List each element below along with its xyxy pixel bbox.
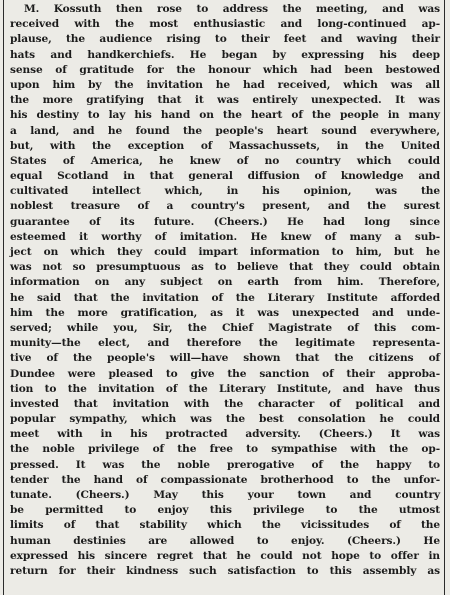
- article-line: information on any subject on earth from him. Therefore,: [10, 276, 440, 289]
- article-line: tender the hand of compassionate brotherhood to the unfor-: [10, 473, 440, 486]
- article-line: received with the most enthusiastic and long-continued ap-: [10, 18, 440, 31]
- article-line: invested that invitation with the character of political and: [10, 397, 440, 410]
- article-line: tive of the people's will—have shown that the citizens of: [10, 352, 440, 365]
- article-line: he said that the invitation of the Literary Institute afforded: [10, 291, 440, 304]
- article-line: him the more gratification, as it was unexpected and unde-: [10, 306, 440, 319]
- article-line: expressed his sincere regret that he could not hope to offer in: [10, 549, 440, 562]
- article-line: the more gratifying that it was entirely unexpected. It was: [10, 94, 440, 107]
- article-line: ject on which they could impart information to him, but he: [10, 246, 440, 258]
- article-line: but, with the exception of Massachussets, in the United: [10, 139, 440, 152]
- article-line: esteemed it worthy of imitation. He knew of many a sub-: [10, 230, 440, 243]
- article-line: cultivated intellect which, in his opinion, was the: [10, 185, 440, 198]
- article-line: States of America, he knew of no country which could: [10, 154, 440, 167]
- article-line: hats and handkerchiefs. He began by expressing his deep: [10, 48, 440, 61]
- article-line: sense of gratitude for the honour which had been bestowed: [10, 63, 440, 76]
- article-text-column: [10, 2, 440, 579]
- article-line: pressed. It was the noble prerogative of the happy to: [10, 458, 440, 471]
- column-rule-left: [3, 0, 4, 595]
- article-line: return for their kindness such satisfaction to this assembly as: [10, 564, 440, 577]
- article-line: human destinies are allowed to enjoy. (Cheers.) He: [10, 534, 440, 547]
- article-line: guarantee of its future. (Cheers.) He had long since: [10, 215, 440, 228]
- article-line: be permitted to enjoy this privilege to the utmost: [10, 504, 440, 517]
- article-line: popular sympathy, which was the best consolation he could: [10, 413, 440, 426]
- article-line: Dundee were pleased to give the sanction of their approba-: [10, 367, 440, 380]
- article-line: tion to the invitation of the Literary Institute, and have thus: [10, 382, 440, 395]
- article-line: tunate. (Cheers.) May this your town and country: [10, 489, 440, 501]
- article-first-line: M. Kossuth then rose to address the meeting, and was: [24, 3, 440, 15]
- article-line: was not so presumptuous as to believe that they could obtain: [10, 261, 440, 274]
- article-line: his destiny to lay his hand on the heart of the people in many: [10, 109, 440, 122]
- column-rule-right: [444, 0, 445, 595]
- article-line: upon him by the invitation he had received, which was all: [10, 78, 440, 91]
- article-line: equal Scotland in that general diffusion of knowledge and: [10, 170, 440, 183]
- article-line: limits of that stability which the vicissitudes of the: [10, 519, 440, 532]
- article-line: the noble privilege of the free to sympathise with the op-: [10, 443, 440, 456]
- article-line: plause, the audience rising to their feet and waving their: [10, 33, 440, 46]
- article-line: served; while you, Sir, the Chief Magistrate of this com-: [10, 321, 440, 334]
- article-line: noblest treasure of a country's present, and the surest: [10, 200, 440, 213]
- article-line: a land, and he found the people's heart sound everywhere,: [10, 124, 440, 137]
- article-line: meet with in his protracted adversity. (Cheers.) It was: [10, 428, 440, 441]
- article-line: munity—the elect, and therefore the legitimate representa-: [10, 337, 440, 350]
